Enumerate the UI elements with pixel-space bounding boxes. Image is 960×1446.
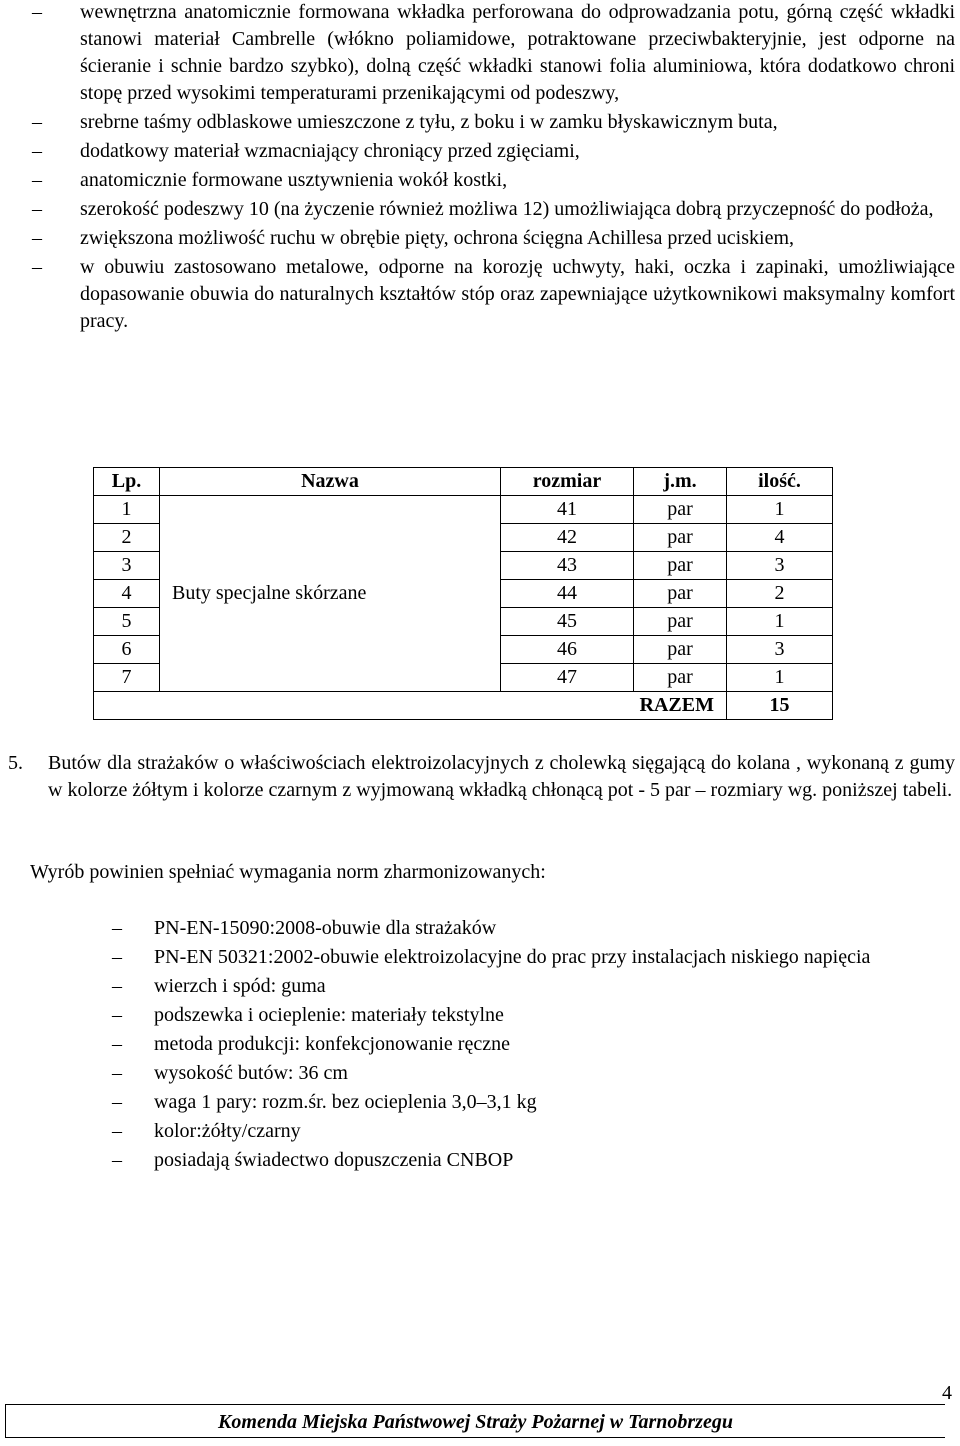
section-number: 5. [8, 752, 23, 774]
header-jm: j.m. [634, 468, 727, 496]
page-footer: Komenda Miejska Państwowej Straży Pożarnej w Tarnobrzegu [5, 1404, 945, 1438]
bullet-item: – szerokość podeszwy 10 (na życzenie również możliwa 12) umożliwiająca dobrą przyczepność do podłoża, [20, 196, 955, 223]
dash-bullet-icon: – [112, 1062, 122, 1084]
table-total-row [94, 692, 833, 720]
dash-bullet-icon: – [112, 1033, 122, 1055]
table-row: 6 46 par 3 [94, 636, 833, 664]
dash-bullet-icon: – [32, 227, 42, 249]
product-name-cell: Buty specjalne skórzane [160, 496, 501, 692]
dash-bullet-icon: – [112, 1091, 122, 1113]
table-row: 2 42 par 4 [94, 524, 833, 552]
norm-item: – PN-EN 50321:2002-obuwie elektroizolacyjne do prac przy instalacjach niskiego napięcia [110, 944, 955, 971]
norms-intro: Wyrób powinien spełniać wymagania norm zharmonizowanych: [30, 861, 546, 883]
norm-item: – wysokość butów: 36 cm [110, 1060, 955, 1087]
dash-bullet-icon: – [32, 198, 42, 220]
bullet-item: – wewnętrzna anatomicznie formowana wkładka perforowana do odprowadzania potu, górną część wkładki stanowi materiał Cambrelle (włókno poliamidowe, potraktowane przeciwbakteryjnie, jest odporne na ścieranie i schnie bardzo szybko), dolną część wkładki stanowi folia aluminiowa, która dodatkowo chroni stopę przed wysokimi temperaturami przenikającymi od podeszwy, [32, 1, 955, 104]
section-text: Butów dla strażaków o właściwościach elektroizolacyjnych z cholewką sięgającą do kolana , wykonaną z gumy w kolorze żółtym i kolorze czarnym z wyjmowaną wkładką chłonącą pot - 5 par – rozmiary wg. poniższej tabeli. [48, 752, 955, 801]
feature-bullet-list [20, 0, 955, 337]
bullet-item: – srebrne taśmy odblaskowe umieszczone z tyłu, z boku i w zamku błyskawicznym buta, [20, 109, 955, 136]
header-nazwa: Nazwa [160, 468, 501, 496]
table-row: 1 Buty specjalne skórzane 41 par 1 [94, 496, 833, 524]
bullet-item: – zwiększona możliwość ruchu w obrębie pięty, ochrona ścięgna Achillesa przed uciskiem, [20, 225, 955, 252]
norm-item: – wierzch i spód: guma [110, 973, 955, 1000]
dash-bullet-icon: – [32, 111, 42, 133]
table-row: 3 43 par 3 [94, 552, 833, 580]
header-ilosc: ilość. [727, 468, 833, 496]
table-row: 5 45 par 1 [94, 608, 833, 636]
norm-item: – podszewka i ocieplenie: materiały tekstylne [110, 1002, 955, 1029]
norm-item: – PN-EN-15090:2008-obuwie dla strażaków [110, 915, 955, 942]
bullet-item: – dodatkowy materiał wzmacniający chroniący przed zgięciami, [20, 138, 955, 165]
table-header-row [94, 468, 833, 496]
bullet-item: – w obuwiu zastosowano metalowe, odporne na korozję uchwyty, haki, oczka i zapinaki, umożliwiające dopasowanie obuwia do naturalnych kształtów stóp oraz zapewniające użytkownikowi maksymalny komfort pracy. [32, 256, 955, 332]
dash-bullet-icon: – [112, 1004, 122, 1026]
norm-item: – metoda produkcji: konfekcjonowanie ręczne [110, 1031, 955, 1058]
header-lp: Lp. [94, 468, 160, 496]
norms-list [110, 915, 955, 1176]
dash-bullet-icon: – [112, 1120, 122, 1142]
dash-bullet-icon: – [112, 1149, 122, 1171]
sizes-table [93, 467, 833, 720]
dash-bullet-icon: – [112, 917, 122, 939]
dash-bullet-icon: – [32, 1, 42, 23]
dash-bullet-icon: – [32, 140, 42, 162]
total-value: 15 [727, 692, 833, 720]
norm-item: – kolor:żółty/czarny [110, 1118, 955, 1145]
page-number: 4 [942, 1382, 952, 1404]
dash-bullet-icon: – [32, 169, 42, 191]
norm-item: – posiadają świadectwo dopuszczenia CNBOP [110, 1147, 955, 1174]
dash-bullet-icon: – [112, 975, 122, 997]
header-rozmiar: rozmiar [501, 468, 634, 496]
total-label: RAZEM [501, 692, 727, 720]
table-row: 4 44 par 2 [94, 580, 833, 608]
table-row: 7 47 par 1 [94, 664, 833, 692]
norm-item: – waga 1 pary: rozm.śr. bez ocieplenia 3,0–3,1 kg [110, 1089, 955, 1116]
dash-bullet-icon: – [32, 256, 42, 278]
section-5-paragraph [8, 750, 955, 804]
bullet-item: – anatomicznie formowane usztywnienia wokół kostki, [20, 167, 955, 194]
dash-bullet-icon: – [112, 946, 122, 968]
